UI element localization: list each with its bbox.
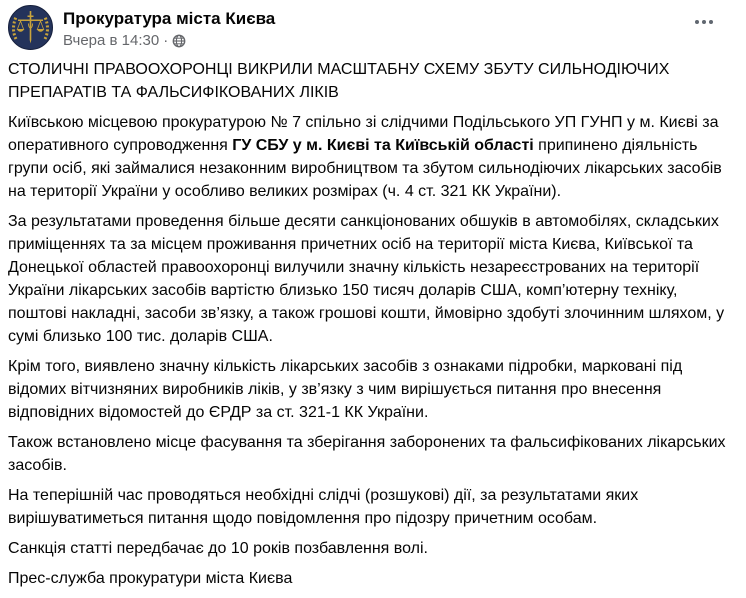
post-paragraph bbox=[8, 210, 736, 348]
text-run: Також встановлено місце фасування та зберігання заборонених та фальсифікованих лікарських засобів. bbox=[8, 434, 726, 474]
ellipsis-dot bbox=[702, 20, 706, 24]
post-paragraph bbox=[8, 484, 736, 530]
bold-text-run: ГУ СБУ у м. Києві та Київській області bbox=[232, 137, 534, 154]
post-paragraph bbox=[8, 537, 736, 560]
page-avatar[interactable] bbox=[8, 5, 53, 50]
text-run: За результатами проведення більше десяти санкціонованих обшуків в автомобілях, складських приміщеннях та за місцем проживання причетних осіб на території міста Києва, Київської та Донецької областей правоохоронці вилучили значну кількість незареєстрованих на території України лікарських засобів вартістю близько 150 тисяч доларів США, комп’ютерну техніку, поштові накладні, засоби зв’язку, а також грошові кошти, ймовірно здобуті злочинним шляхом, у сумі близько 100 тис. доларів США. bbox=[8, 213, 725, 345]
prosecutor-emblem-icon bbox=[8, 5, 53, 50]
text-run: На теперішній час проводяться необхідні слідчі (розшукові) дії, за результатами яких вирішуватиметься питання щодо повідомлення про підозру причетним особам. bbox=[8, 487, 639, 527]
post-header bbox=[0, 0, 746, 54]
page-name-link[interactable]: Прокуратура міста Києва bbox=[63, 9, 276, 28]
globe-privacy-icon bbox=[172, 34, 186, 48]
ellipsis-dot bbox=[695, 20, 699, 24]
dot-separator: · bbox=[163, 32, 169, 49]
header-meta bbox=[63, 5, 275, 50]
text-run: Київською місцевою прокуратурою № 7 спільно зі слідчими Подільського УП ГУНП у м. Києві за оперативного супроводження bbox=[8, 114, 719, 154]
more-options-button[interactable] bbox=[688, 10, 720, 34]
post-meta-line bbox=[63, 31, 275, 50]
text-run: СТОЛИЧНІ ПРАВООХОРОНЦІ ВИКРИЛИ МАСШТАБНУ СХЕМУ ЗБУТУ СИЛЬНОДІЮЧИХ ПРЕПАРАТІВ ТА ФАЛЬСИФІКОВАНИХ ЛІКІВ bbox=[8, 61, 670, 101]
text-run: Санкція статті передбачає до 10 років позбавлення волі. bbox=[8, 540, 428, 557]
text-run: Прес-служба прокуратури міста Києва bbox=[8, 570, 293, 587]
post-paragraph bbox=[8, 431, 736, 477]
timestamp-link[interactable]: Вчера в 14:30 bbox=[63, 32, 160, 49]
text-run: Крім того, виявлено значну кількість лікарських засобів з ознаками підробки, марковані під відомих вітчизняних виробників ліків, у зв’язку з чим вирішується питання про внесення відповідних відомостей до ЄРДР за ст. 321-1 КК України. bbox=[8, 358, 683, 421]
post-paragraph bbox=[8, 111, 736, 203]
ellipsis-dot bbox=[709, 20, 713, 24]
post-paragraph bbox=[8, 58, 736, 104]
post-text bbox=[0, 54, 746, 598]
post-paragraph bbox=[8, 355, 736, 424]
text-run: припинено діяльність групи осіб, які займалися незаконним виробництвом та збутом сильнодіючих лікарських засобів на території України у особливо великих розмірах (ч. 4 ст. 321 КК України). bbox=[8, 137, 722, 200]
